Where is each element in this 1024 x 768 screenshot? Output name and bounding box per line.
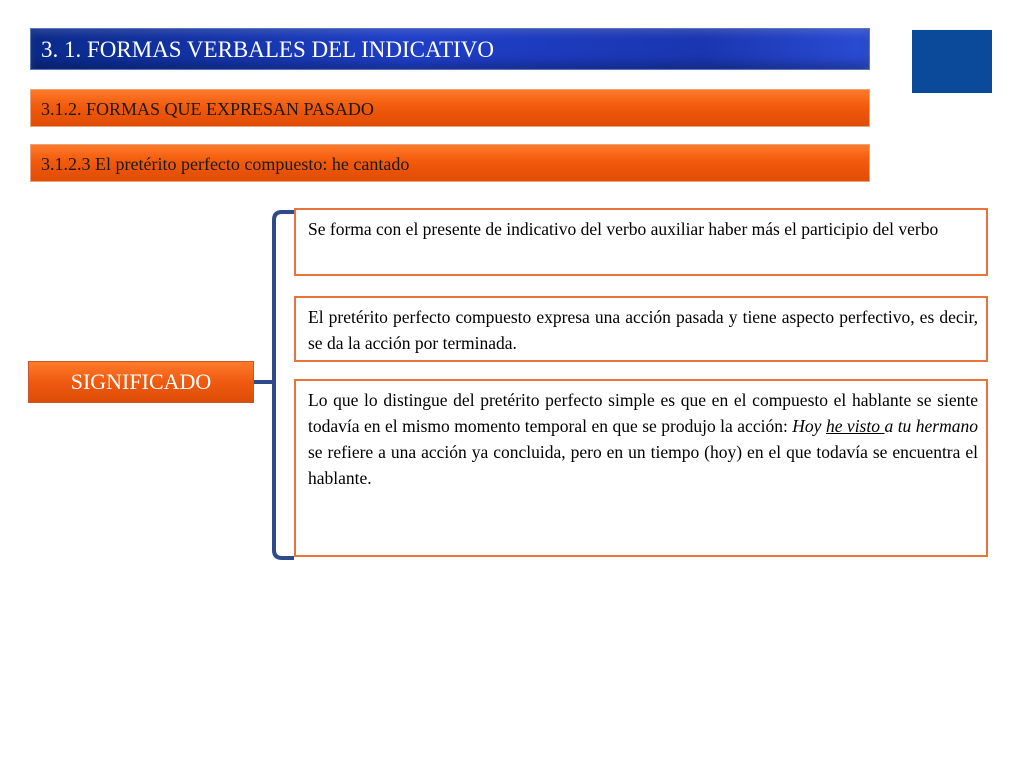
meaning-text: El pretérito perfecto compuesto expresa una acción pasada y tiene aspecto perfectivo, es decir, se da la acción por terminada.: [308, 307, 978, 353]
definition-box-distinction: [294, 379, 988, 557]
subsection-title: 3.1.2. FORMAS QUE EXPRESAN PASADO: [41, 99, 374, 119]
significado-label-box: [28, 361, 254, 403]
significado-label: SIGNIFICADO: [70, 369, 212, 394]
definition-box-meaning: [294, 296, 988, 362]
example-a-tu-hermano: a tu hermano: [884, 416, 979, 436]
bracket-line: [274, 212, 294, 558]
example-he-visto: he visto: [825, 416, 885, 436]
distinction-text-part2: se refiere a una acción ya concluida, pero en un tiempo (hoy) en el que todavía se encuentra el hablante.: [308, 442, 978, 488]
formation-text: Se forma con el presente de indicativo del verbo auxiliar haber más el participio del verbo: [308, 219, 939, 239]
distinction-text-part1: Lo que lo distingue del pretérito perfecto simple es que en el compuesto el hablante se siente todavía en el mismo momento temporal en que se produjo la acción:: [308, 390, 978, 436]
topic-title: 3.1.2.3 El pretérito perfecto compuesto: he cantado: [41, 154, 410, 174]
section-title-banner: [30, 28, 870, 70]
topic-banner: [30, 144, 870, 182]
section-title: 3. 1. FORMAS VERBALES DEL INDICATIVO: [41, 37, 494, 62]
definition-box-formation: [294, 208, 988, 276]
subsection-banner: [30, 89, 870, 127]
example-hoy: Hoy: [792, 416, 826, 436]
corner-logo-square: [912, 30, 992, 93]
